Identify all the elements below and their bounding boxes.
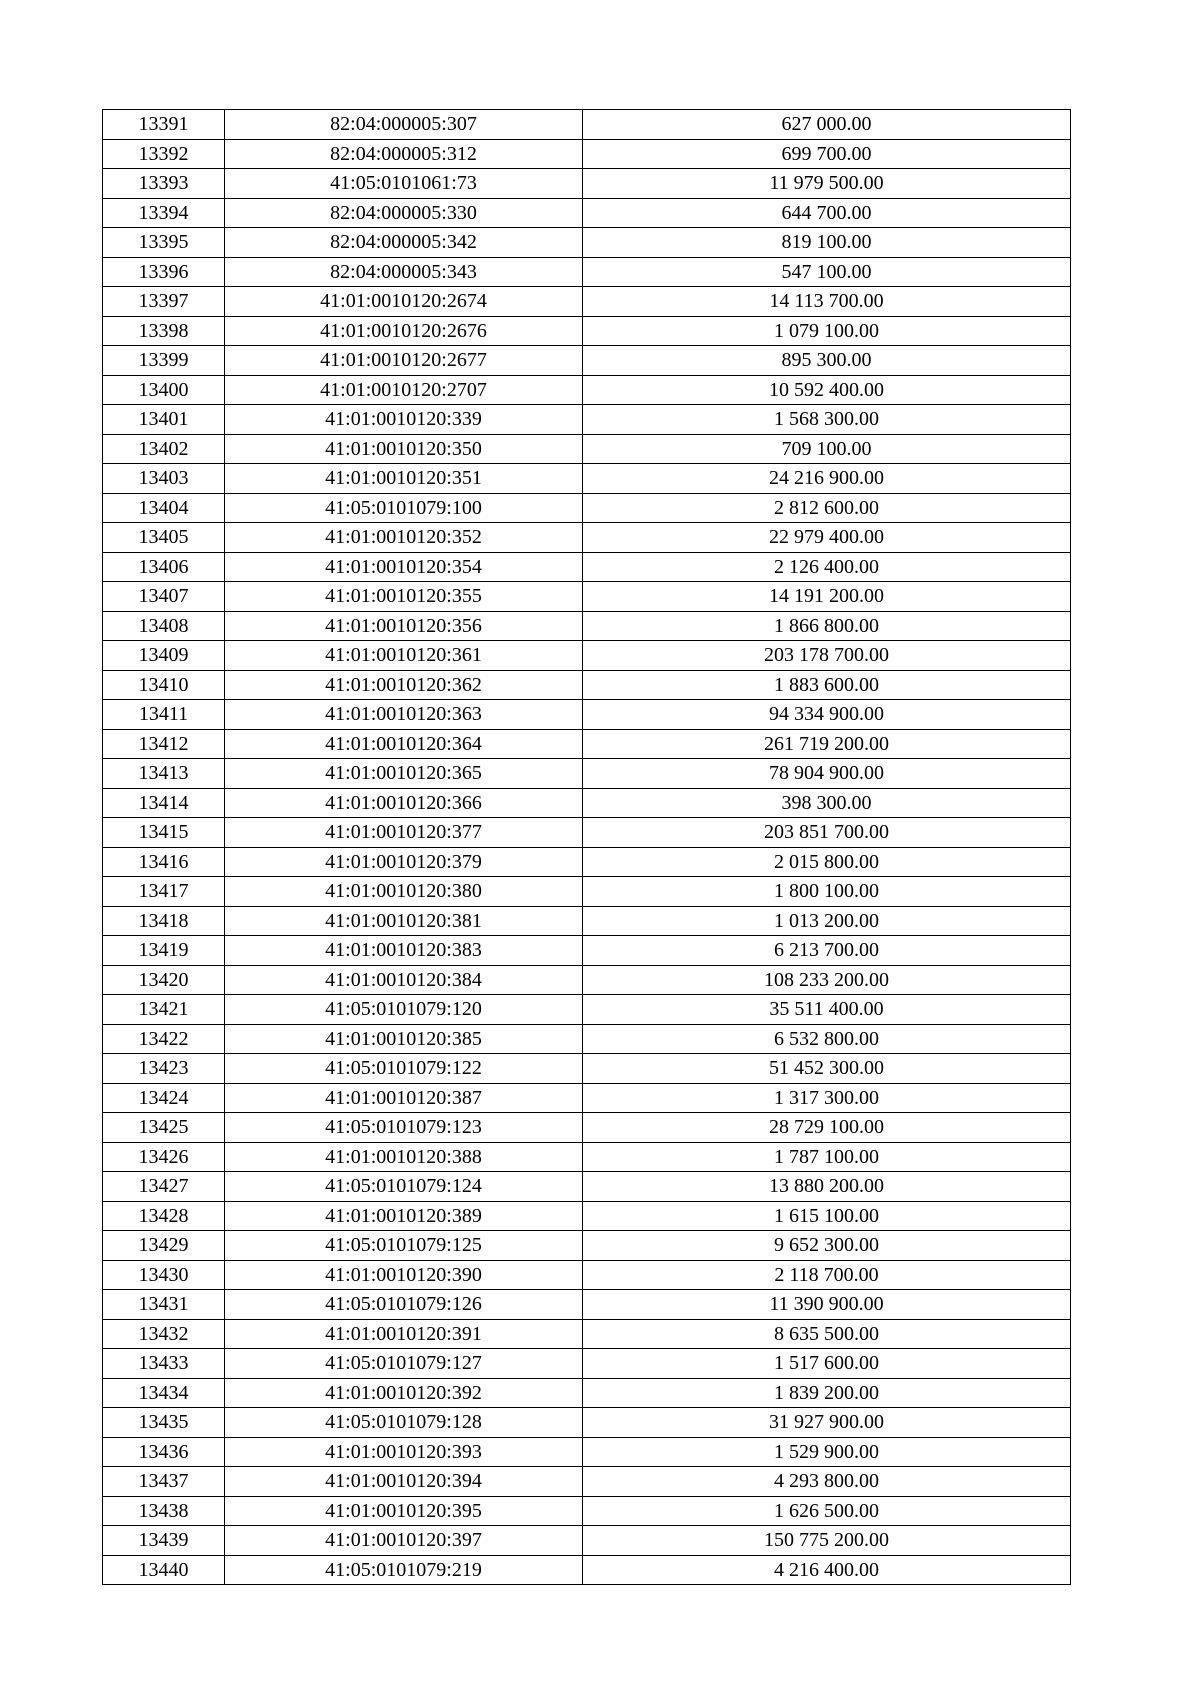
table-row <box>103 1142 1071 1172</box>
cadastral-value-cell: 709 100.00 <box>583 434 1071 464</box>
cadastral-number-cell: 41:01:0010120:361 <box>225 641 583 671</box>
row-number-cell: 13432 <box>103 1319 225 1349</box>
row-number-cell: 13429 <box>103 1231 225 1261</box>
cadastral-number-cell: 41:05:0101061:73 <box>225 169 583 199</box>
table-row <box>103 670 1071 700</box>
row-number-cell: 13418 <box>103 906 225 936</box>
row-number-cell: 13397 <box>103 287 225 317</box>
cadastral-value-cell: 11 390 900.00 <box>583 1290 1071 1320</box>
cadastral-value-cell: 627 000.00 <box>583 110 1071 140</box>
cadastral-value-cell: 11 979 500.00 <box>583 169 1071 199</box>
table-row <box>103 965 1071 995</box>
row-number-cell: 13403 <box>103 464 225 494</box>
row-number-cell: 13413 <box>103 759 225 789</box>
cadastral-value-cell: 1 079 100.00 <box>583 316 1071 346</box>
cadastral-number-cell: 41:01:0010120:377 <box>225 818 583 848</box>
cadastral-value-cell: 24 216 900.00 <box>583 464 1071 494</box>
table-row <box>103 847 1071 877</box>
cadastral-number-cell: 41:01:0010120:350 <box>225 434 583 464</box>
cadastral-value-cell: 22 979 400.00 <box>583 523 1071 553</box>
table-row <box>103 1467 1071 1497</box>
cadastral-value-cell: 1 800 100.00 <box>583 877 1071 907</box>
cadastral-number-cell: 41:01:0010120:394 <box>225 1467 583 1497</box>
table-row <box>103 1113 1071 1143</box>
cadastral-number-cell: 41:01:0010120:339 <box>225 405 583 435</box>
row-number-cell: 13424 <box>103 1083 225 1113</box>
cadastral-number-cell: 41:01:0010120:362 <box>225 670 583 700</box>
table-row <box>103 700 1071 730</box>
cadastral-number-cell: 41:01:0010120:383 <box>225 936 583 966</box>
table-body <box>103 110 1071 1585</box>
table-row <box>103 228 1071 258</box>
cadastral-number-cell: 41:05:0101079:219 <box>225 1555 583 1585</box>
cadastral-value-cell: 895 300.00 <box>583 346 1071 376</box>
cadastral-number-cell: 41:01:0010120:393 <box>225 1437 583 1467</box>
row-number-cell: 13398 <box>103 316 225 346</box>
cadastral-value-cell: 6 532 800.00 <box>583 1024 1071 1054</box>
table-row <box>103 759 1071 789</box>
row-number-cell: 13436 <box>103 1437 225 1467</box>
cadastral-number-cell: 82:04:000005:312 <box>225 139 583 169</box>
cadastral-value-cell: 4 293 800.00 <box>583 1467 1071 1497</box>
cadastral-value-cell: 14 191 200.00 <box>583 582 1071 612</box>
cadastral-number-cell: 41:01:0010120:390 <box>225 1260 583 1290</box>
cadastral-value-cell: 78 904 900.00 <box>583 759 1071 789</box>
table-row <box>103 198 1071 228</box>
cadastral-value-cell: 819 100.00 <box>583 228 1071 258</box>
cadastral-number-cell: 41:05:0101079:124 <box>225 1172 583 1202</box>
table-row <box>103 1201 1071 1231</box>
row-number-cell: 13421 <box>103 995 225 1025</box>
row-number-cell: 13427 <box>103 1172 225 1202</box>
cadastral-value-cell: 547 100.00 <box>583 257 1071 287</box>
cadastral-number-cell: 82:04:000005:343 <box>225 257 583 287</box>
cadastral-value-cell: 51 452 300.00 <box>583 1054 1071 1084</box>
cadastral-value-cell: 150 775 200.00 <box>583 1526 1071 1556</box>
row-number-cell: 13391 <box>103 110 225 140</box>
cadastral-value-cell: 6 213 700.00 <box>583 936 1071 966</box>
cadastral-value-cell: 1 839 200.00 <box>583 1378 1071 1408</box>
cadastral-number-cell: 41:01:0010120:364 <box>225 729 583 759</box>
row-number-cell: 13430 <box>103 1260 225 1290</box>
cadastral-value-cell: 2 812 600.00 <box>583 493 1071 523</box>
table-row <box>103 995 1071 1025</box>
row-number-cell: 13400 <box>103 375 225 405</box>
table-row <box>103 788 1071 818</box>
cadastral-value-cell: 1 517 600.00 <box>583 1349 1071 1379</box>
cadastral-value-cell: 1 883 600.00 <box>583 670 1071 700</box>
cadastral-number-cell: 41:01:0010120:381 <box>225 906 583 936</box>
table-row <box>103 936 1071 966</box>
cadastral-number-cell: 41:01:0010120:385 <box>225 1024 583 1054</box>
cadastral-value-cell: 1 787 100.00 <box>583 1142 1071 1172</box>
row-number-cell: 13438 <box>103 1496 225 1526</box>
table-row <box>103 110 1071 140</box>
table-row <box>103 1496 1071 1526</box>
table-row <box>103 464 1071 494</box>
row-number-cell: 13407 <box>103 582 225 612</box>
row-number-cell: 13419 <box>103 936 225 966</box>
cadastral-value-cell: 94 334 900.00 <box>583 700 1071 730</box>
cadastral-number-cell: 41:01:0010120:384 <box>225 965 583 995</box>
table-row <box>103 1378 1071 1408</box>
table-row <box>103 375 1071 405</box>
table-row <box>103 1231 1071 1261</box>
cadastral-value-cell: 1 568 300.00 <box>583 405 1071 435</box>
cadastral-value-cell: 1 529 900.00 <box>583 1437 1071 1467</box>
row-number-cell: 13422 <box>103 1024 225 1054</box>
row-number-cell: 13396 <box>103 257 225 287</box>
row-number-cell: 13428 <box>103 1201 225 1231</box>
table-row <box>103 1555 1071 1585</box>
cadastral-number-cell: 41:01:0010120:365 <box>225 759 583 789</box>
row-number-cell: 13426 <box>103 1142 225 1172</box>
row-number-cell: 13440 <box>103 1555 225 1585</box>
row-number-cell: 13410 <box>103 670 225 700</box>
table-row <box>103 1290 1071 1320</box>
cadastral-value-cell: 699 700.00 <box>583 139 1071 169</box>
cadastral-number-cell: 41:05:0101079:123 <box>225 1113 583 1143</box>
cadastral-number-cell: 41:01:0010120:363 <box>225 700 583 730</box>
row-number-cell: 13393 <box>103 169 225 199</box>
cadastral-number-cell: 41:05:0101079:120 <box>225 995 583 1025</box>
table-row <box>103 1172 1071 1202</box>
row-number-cell: 13394 <box>103 198 225 228</box>
table-row <box>103 818 1071 848</box>
cadastral-number-cell: 41:05:0101079:128 <box>225 1408 583 1438</box>
cadastral-value-cell: 28 729 100.00 <box>583 1113 1071 1143</box>
table-row <box>103 729 1071 759</box>
row-number-cell: 13417 <box>103 877 225 907</box>
row-number-cell: 13395 <box>103 228 225 258</box>
row-number-cell: 13416 <box>103 847 225 877</box>
row-number-cell: 13412 <box>103 729 225 759</box>
cadastral-number-cell: 41:01:0010120:388 <box>225 1142 583 1172</box>
cadastral-value-table <box>102 109 1071 1585</box>
cadastral-value-cell: 35 511 400.00 <box>583 995 1071 1025</box>
table-row <box>103 169 1071 199</box>
table-row <box>103 139 1071 169</box>
table-row <box>103 523 1071 553</box>
table-row <box>103 1408 1071 1438</box>
cadastral-number-cell: 41:01:0010120:351 <box>225 464 583 494</box>
cadastral-value-cell: 1 626 500.00 <box>583 1496 1071 1526</box>
table-row <box>103 287 1071 317</box>
row-number-cell: 13392 <box>103 139 225 169</box>
cadastral-number-cell: 41:01:0010120:2677 <box>225 346 583 376</box>
cadastral-number-cell: 41:01:0010120:352 <box>225 523 583 553</box>
cadastral-value-cell: 9 652 300.00 <box>583 1231 1071 1261</box>
row-number-cell: 13404 <box>103 493 225 523</box>
cadastral-number-cell: 82:04:000005:330 <box>225 198 583 228</box>
cadastral-value-cell: 2 015 800.00 <box>583 847 1071 877</box>
cadastral-value-cell: 203 851 700.00 <box>583 818 1071 848</box>
cadastral-number-cell: 41:01:0010120:2674 <box>225 287 583 317</box>
cadastral-value-cell: 13 880 200.00 <box>583 1172 1071 1202</box>
row-number-cell: 13408 <box>103 611 225 641</box>
cadastral-number-cell: 41:05:0101079:100 <box>225 493 583 523</box>
cadastral-number-cell: 82:04:000005:307 <box>225 110 583 140</box>
row-number-cell: 13437 <box>103 1467 225 1497</box>
cadastral-value-cell: 2 118 700.00 <box>583 1260 1071 1290</box>
cadastral-value-cell: 644 700.00 <box>583 198 1071 228</box>
table-row <box>103 1526 1071 1556</box>
cadastral-number-cell: 41:01:0010120:379 <box>225 847 583 877</box>
table-row <box>103 641 1071 671</box>
table-row <box>103 257 1071 287</box>
cadastral-value-cell: 10 592 400.00 <box>583 375 1071 405</box>
cadastral-number-cell: 41:05:0101079:122 <box>225 1054 583 1084</box>
cadastral-number-cell: 41:01:0010120:392 <box>225 1378 583 1408</box>
table-row <box>103 405 1071 435</box>
table-row <box>103 493 1071 523</box>
cadastral-number-cell: 41:01:0010120:354 <box>225 552 583 582</box>
cadastral-value-cell: 398 300.00 <box>583 788 1071 818</box>
row-number-cell: 13414 <box>103 788 225 818</box>
row-number-cell: 13405 <box>103 523 225 553</box>
cadastral-number-cell: 41:01:0010120:389 <box>225 1201 583 1231</box>
cadastral-value-cell: 14 113 700.00 <box>583 287 1071 317</box>
cadastral-number-cell: 41:01:0010120:2707 <box>225 375 583 405</box>
table-row <box>103 316 1071 346</box>
table-row <box>103 1083 1071 1113</box>
cadastral-value-cell: 1 615 100.00 <box>583 1201 1071 1231</box>
row-number-cell: 13415 <box>103 818 225 848</box>
row-number-cell: 13420 <box>103 965 225 995</box>
cadastral-number-cell: 41:01:0010120:397 <box>225 1526 583 1556</box>
cadastral-value-cell: 8 635 500.00 <box>583 1319 1071 1349</box>
cadastral-value-cell: 108 233 200.00 <box>583 965 1071 995</box>
row-number-cell: 13402 <box>103 434 225 464</box>
row-number-cell: 13433 <box>103 1349 225 1379</box>
cadastral-value-cell: 31 927 900.00 <box>583 1408 1071 1438</box>
cadastral-value-cell: 1 013 200.00 <box>583 906 1071 936</box>
table-row <box>103 1349 1071 1379</box>
row-number-cell: 13399 <box>103 346 225 376</box>
cadastral-number-cell: 41:01:0010120:380 <box>225 877 583 907</box>
cadastral-number-cell: 41:01:0010120:356 <box>225 611 583 641</box>
cadastral-number-cell: 41:01:0010120:355 <box>225 582 583 612</box>
table-row <box>103 434 1071 464</box>
cadastral-number-cell: 41:01:0010120:395 <box>225 1496 583 1526</box>
table-row <box>103 877 1071 907</box>
cadastral-value-cell: 1 317 300.00 <box>583 1083 1071 1113</box>
cadastral-number-cell: 41:05:0101079:126 <box>225 1290 583 1320</box>
table-row <box>103 1024 1071 1054</box>
table-row <box>103 1054 1071 1084</box>
cadastral-number-cell: 41:01:0010120:2676 <box>225 316 583 346</box>
row-number-cell: 13435 <box>103 1408 225 1438</box>
row-number-cell: 13423 <box>103 1054 225 1084</box>
table-row <box>103 611 1071 641</box>
cadastral-number-cell: 41:01:0010120:366 <box>225 788 583 818</box>
cadastral-number-cell: 41:01:0010120:391 <box>225 1319 583 1349</box>
cadastral-value-cell: 1 866 800.00 <box>583 611 1071 641</box>
table-row <box>103 1260 1071 1290</box>
row-number-cell: 13409 <box>103 641 225 671</box>
row-number-cell: 13425 <box>103 1113 225 1143</box>
table-row <box>103 552 1071 582</box>
cadastral-value-cell: 4 216 400.00 <box>583 1555 1071 1585</box>
row-number-cell: 13401 <box>103 405 225 435</box>
cadastral-value-cell: 261 719 200.00 <box>583 729 1071 759</box>
cadastral-value-cell: 203 178 700.00 <box>583 641 1071 671</box>
table-row <box>103 906 1071 936</box>
row-number-cell: 13406 <box>103 552 225 582</box>
cadastral-number-cell: 41:05:0101079:127 <box>225 1349 583 1379</box>
cadastral-number-cell: 41:05:0101079:125 <box>225 1231 583 1261</box>
table-row <box>103 1319 1071 1349</box>
table-row <box>103 1437 1071 1467</box>
table-row <box>103 346 1071 376</box>
row-number-cell: 13439 <box>103 1526 225 1556</box>
table-row <box>103 582 1071 612</box>
cadastral-number-cell: 82:04:000005:342 <box>225 228 583 258</box>
row-number-cell: 13434 <box>103 1378 225 1408</box>
cadastral-number-cell: 41:01:0010120:387 <box>225 1083 583 1113</box>
row-number-cell: 13431 <box>103 1290 225 1320</box>
row-number-cell: 13411 <box>103 700 225 730</box>
cadastral-value-cell: 2 126 400.00 <box>583 552 1071 582</box>
